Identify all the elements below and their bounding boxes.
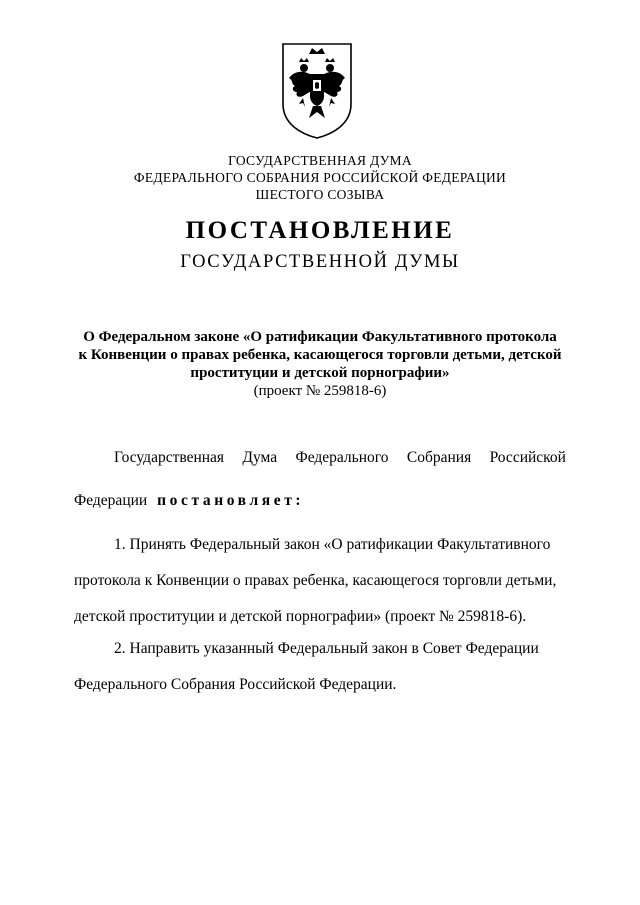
- subject-line: проституции и детской порнографии»: [190, 365, 450, 381]
- preamble-word: Дума: [242, 449, 278, 466]
- item1-line: [74, 528, 566, 562]
- org-name-line1: ГОСУДАРСТВЕННАЯ ДУМА: [228, 153, 412, 168]
- decree-item-2: [74, 632, 566, 702]
- preamble-word: Российской: [489, 449, 566, 466]
- document-title: ПОСТАНОВЛЕНИЕ: [185, 217, 455, 244]
- item2-line: 2. Направить указанный Федеральный закон в Совет Федерации: [114, 640, 539, 657]
- state-emblem: [279, 40, 355, 140]
- item2-line: Федерального Собрания Российской Федерации.: [74, 676, 397, 693]
- document-header: [0, 152, 640, 273]
- preamble-word: Собрания: [406, 449, 472, 466]
- document-subtitle: ГОСУДАРСТВЕННОЙ ДУМЫ: [180, 252, 460, 272]
- preamble-word: Государственная: [114, 449, 225, 466]
- document-subject: [60, 328, 580, 400]
- subject-line: к Конвенции о правах ребенка, касающегося торговли детьми, детской: [78, 347, 562, 363]
- preamble: [74, 441, 566, 518]
- item1-text: 1. Принять Федеральный закон «О ратификации Факультативного: [114, 536, 551, 553]
- preamble-line2: [74, 484, 566, 518]
- bill-number: (проект № 259818-6): [253, 383, 387, 399]
- item1-line: детской проституции и детской порнографии» (проект № 259818-6).: [74, 608, 527, 625]
- double-headed-eagle-icon: [279, 40, 355, 140]
- item1-line: протокола к Конвенции о правах ребенка, касающегося торговли детьми,: [74, 572, 557, 589]
- preamble-word: Федерации: [74, 492, 148, 509]
- subject-line: О Федеральном законе «О ратификации Факультативного протокола: [83, 329, 557, 345]
- preamble-word: Федерального: [295, 449, 389, 466]
- preamble-line1: [74, 441, 566, 475]
- decree-item-1: [74, 528, 566, 634]
- convocation: ШЕСТОГО СОЗЫВА: [255, 187, 385, 202]
- decree-word: постановляет:: [157, 492, 305, 509]
- org-name-line2: ФЕДЕРАЛЬНОГО СОБРАНИЯ РОССИЙСКОЙ ФЕДЕРАЦИИ: [133, 170, 507, 185]
